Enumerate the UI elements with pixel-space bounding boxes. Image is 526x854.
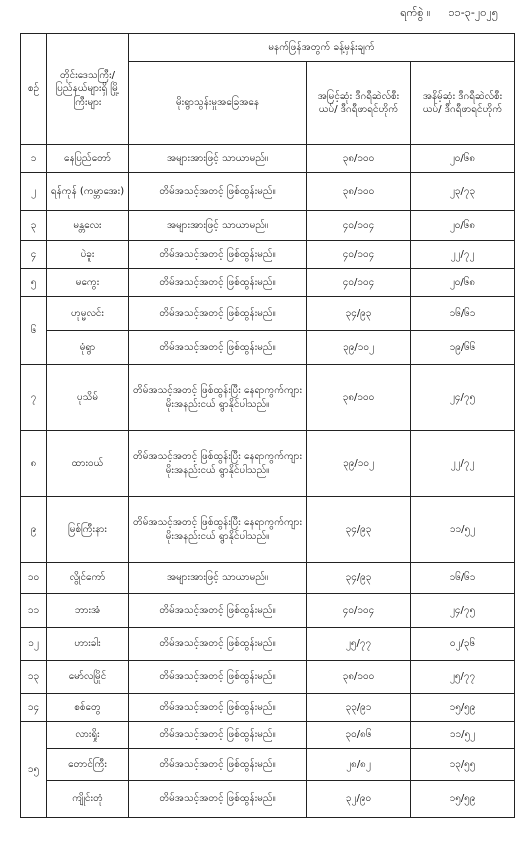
table-row (21, 297, 515, 331)
max-temp: ၃၄/၉၃ (307, 297, 411, 331)
max-temp: ၃၄/၉၃ (307, 497, 411, 563)
table-row (21, 431, 515, 497)
city-name: မန္တလေး (47, 211, 129, 241)
row-number: ၄ (21, 241, 47, 269)
city-name: စစ်တွေ (47, 694, 129, 722)
max-temp: ၃၈/၁၀၀ (307, 145, 411, 173)
city-name: လွိုင်ကော် (47, 563, 129, 594)
city-name: လားရှိုး (47, 722, 129, 749)
header-city: တိုင်းဒေသကြီး/ ပြည်နယ်များရှိ မြို့ကြီးများ (47, 34, 129, 145)
city-name: မြစ်ကြီးနား (47, 497, 129, 563)
rain-forecast: တိမ်အသင့်အတင့် ဖြစ်ထွန်းမည်။ (129, 661, 307, 694)
table-row (21, 497, 515, 563)
min-temp: ၂၀/၆၈ (411, 211, 515, 241)
row-number: ၁၄ (21, 694, 47, 722)
max-temp: ၄၀/၁၀၄ (307, 211, 411, 241)
rain-forecast: အများအားဖြင့် သာယာမည်။ (129, 211, 307, 241)
city-name: ထားဝယ် (47, 431, 129, 497)
max-temp: ၄၀/၁၀၄ (307, 269, 411, 297)
row-number: ၆ (21, 297, 47, 365)
min-temp: ၂၀/၆၈ (411, 269, 515, 297)
city-name: မော်လမြိုင် (47, 661, 129, 694)
header-forecast-group: မနက်ဖြန်အတွက် ခန့်မှန်းချက် (129, 34, 515, 62)
table-row (21, 365, 515, 431)
max-temp: ၃၉/၁၀၂ (307, 431, 411, 497)
table-row (21, 211, 515, 241)
city-name: ပဲခူး (47, 241, 129, 269)
city-name: ဘားအံ (47, 594, 129, 628)
min-temp: ၀၂/၃၆ (411, 628, 515, 661)
min-temp: ၁၁/၅၂ (411, 497, 515, 563)
max-temp: ၄၀/၁၀၄ (307, 241, 411, 269)
header-min-temp: အနိမ့်ဆုံး ဒီဂရီဆဲလ်စီးယပ်/ ဒီဂရီဖာရင်ဟိုက် (411, 62, 515, 145)
row-number: ၉ (21, 497, 47, 563)
header-rain: မိုးရွာသွန်းမှုအခြေအနေ (129, 62, 307, 145)
max-temp: ၃၃/၉၁ (307, 694, 411, 722)
rain-forecast: တိမ်အသင့်အတင့် ဖြစ်ထွန်းပြီး နေရာကွက်ကျား မိုးအနည်းငယ် ရွာနိုင်ပါသည်။ (129, 497, 307, 563)
rain-forecast: တိမ်အသင့်အတင့် ဖြစ်ထွန်းပြီး နေရာကွက်ကျား မိုးအနည်းငယ် ရွာနိုင်ပါသည်။ (129, 431, 307, 497)
max-temp: ၃၈/၁၀၀ (307, 661, 411, 694)
max-temp: ၂၈/၈၂ (307, 749, 411, 781)
row-number: ၁၂ (21, 628, 47, 661)
date-value: ၁၁-၃-၂၀၂၅ (448, 6, 498, 19)
city-name: မကွေး (47, 269, 129, 297)
rain-forecast: တိမ်အသင့်အတင့် ဖြစ်ထွန်းမည်။ (129, 297, 307, 331)
max-temp: ၄၀/၁၀၄ (307, 594, 411, 628)
row-number: ၁၁ (21, 594, 47, 628)
min-temp: ၁၁/၅၂ (411, 722, 515, 749)
rain-forecast: တိမ်အသင့်အတင့် ဖြစ်ထွန်းမည်။ (129, 594, 307, 628)
table-row (21, 145, 515, 173)
rain-forecast: တိမ်အသင့်အတင့် ဖြစ်ထွန်းမည်။ (129, 331, 307, 365)
min-temp: ၂၀/၆၈ (411, 145, 515, 173)
min-temp: ၁၉/၆၆ (411, 331, 515, 365)
city-name: ကျိုင်းတုံ (47, 781, 129, 818)
rain-forecast: အများအားဖြင့် သာယာမည်။ (129, 145, 307, 173)
max-temp: ၃၈/၁၀၀ (307, 365, 411, 431)
min-temp: ၂၂/၇၂ (411, 431, 515, 497)
table-row (21, 722, 515, 749)
rain-forecast: တိမ်အသင့်အတင့် ဖြစ်ထွန်းမည်။ (129, 241, 307, 269)
table-row (21, 173, 515, 211)
table-row (21, 781, 515, 818)
rain-forecast: တိမ်အသင့်အတင့် ဖြစ်ထွန်းမည်။ (129, 269, 307, 297)
min-temp: ၁၅/၅၉ (411, 694, 515, 722)
row-number: ၈ (21, 431, 47, 497)
row-number: ၇ (21, 365, 47, 431)
min-temp: ၂၃/၇၃ (411, 173, 515, 211)
city-name: ဟားခါး (47, 628, 129, 661)
rain-forecast: တိမ်အသင့်အတင့် ဖြစ်ထွန်းပြီး နေရာကွက်ကျား မိုးအနည်းငယ် ရွာနိုင်ပါသည်။ (129, 365, 307, 431)
row-number: ၁၅ (21, 722, 47, 818)
city-name: တောင်ကြီး (47, 749, 129, 781)
rain-forecast: တိမ်အသင့်အတင့် ဖြစ်ထွန်းမည်။ (129, 722, 307, 749)
min-temp: ၁၅/၅၉ (411, 781, 515, 818)
table-row (21, 661, 515, 694)
table-row (21, 694, 515, 722)
min-temp: ၂၄/၇၅ (411, 365, 515, 431)
rain-forecast: တိမ်အသင့်အတင့် ဖြစ်ထွန်းမည်။ (129, 173, 307, 211)
city-name: ဟုမ္မလင်း (47, 297, 129, 331)
rain-forecast: အများအားဖြင့် သာယာမည်။ (129, 563, 307, 594)
city-name: ပုသိမ် (47, 365, 129, 431)
table-row (21, 241, 515, 269)
max-temp: ၂၅/၇၇ (307, 628, 411, 661)
date-label: ရက်စွဲ ။ (400, 6, 431, 19)
rain-forecast: တိမ်အသင့်အတင့် ဖြစ်ထွန်းမည်။ (129, 781, 307, 818)
table-body (21, 145, 515, 818)
table-row (21, 563, 515, 594)
min-temp: ၁၆/၆၁ (411, 563, 515, 594)
forecast-table (20, 33, 515, 818)
min-temp: ၁၃/၅၅ (411, 749, 515, 781)
rain-forecast: တိမ်အသင့်အတင့် ဖြစ်ထွန်းမည်။ (129, 628, 307, 661)
table-row (21, 269, 515, 297)
min-temp: ၂၂/၇၂ (411, 241, 515, 269)
row-number: ၅ (21, 269, 47, 297)
city-name: မုံရွာ (47, 331, 129, 365)
min-temp: ၁၆/၆၁ (411, 297, 515, 331)
max-temp: ၃၀/၈၆ (307, 722, 411, 749)
city-name: ရန်ကုန် (ကမ္ဘာအေး) (47, 173, 129, 211)
rain-forecast: တိမ်အသင့်အတင့် ဖြစ်ထွန်းမည်။ (129, 749, 307, 781)
row-number: ၂ (21, 173, 47, 211)
min-temp: ၂၅/၇၇ (411, 661, 515, 694)
max-temp: ၃၄/၉၃ (307, 563, 411, 594)
row-number: ၁ (21, 145, 47, 173)
table-row (21, 594, 515, 628)
table-row (21, 628, 515, 661)
rain-forecast: တိမ်အသင့်အတင့် ဖြစ်ထွန်းမည်။ (129, 694, 307, 722)
header-no: စဉ် (21, 34, 47, 145)
max-temp: ၃၂/၉၀ (307, 781, 411, 818)
max-temp: ၃၉/၁၀၂ (307, 331, 411, 365)
date-line (400, 6, 498, 22)
row-number: ၁၃ (21, 661, 47, 694)
table-row (21, 331, 515, 365)
header-max-temp: အမြင့်ဆုံး ဒီဂရီဆဲလ်စီးယပ်/ ဒီဂရီဖာရင်ဟိုက် (307, 62, 411, 145)
city-name: နေပြည်တော် (47, 145, 129, 173)
row-number: ၁၀ (21, 563, 47, 594)
max-temp: ၃၈/၁၀၀ (307, 173, 411, 211)
min-temp: ၂၄/၇၅ (411, 594, 515, 628)
row-number: ၃ (21, 211, 47, 241)
table-row (21, 749, 515, 781)
